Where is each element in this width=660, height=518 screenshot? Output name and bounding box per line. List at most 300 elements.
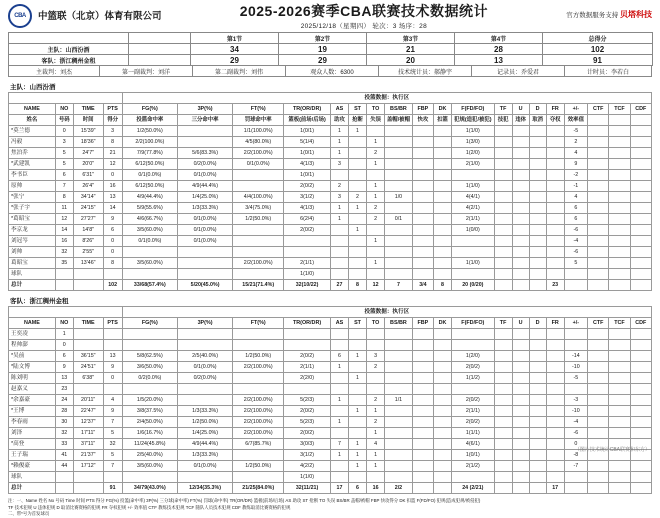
col-subheader: 盖帽/被帽 [385, 115, 413, 126]
stat-cell: 9 [103, 362, 122, 373]
stat-cell [630, 417, 651, 428]
stat-cell [630, 461, 651, 472]
stat-cell [512, 214, 529, 225]
stat-cell: 32(11/21) [284, 483, 331, 494]
col-subheader: 时间 [73, 115, 103, 126]
stat-cell: 6 [564, 214, 587, 225]
stat-cell [609, 269, 630, 280]
stat-cell [588, 483, 609, 494]
stat-cell [609, 428, 630, 439]
stat-cell: 15/21(71.4%) [233, 280, 284, 291]
stat-cell [512, 417, 529, 428]
stat-cell: 5(1/4) [284, 137, 331, 148]
stat-cell [349, 258, 367, 269]
table-row [9, 192, 652, 203]
stat-cell: 44 [55, 461, 73, 472]
stat-cell: 26'4" [73, 181, 103, 192]
stat-cell [412, 351, 433, 362]
stat-cell: 5/8(62.5%) [122, 351, 177, 362]
stat-cell [330, 258, 348, 269]
table-row [9, 406, 652, 417]
col-header-pts: PTS [103, 104, 122, 115]
stat-cell [588, 373, 609, 384]
stat-cell [434, 170, 452, 181]
table-row [9, 362, 652, 373]
stat-cell: -3 [564, 395, 587, 406]
table-row [9, 439, 652, 450]
home-team-name: 主队：山西汾酒 [9, 44, 129, 55]
col-header-: +/- [564, 318, 587, 329]
stat-cell [412, 384, 433, 395]
stat-cell [546, 428, 564, 439]
stat-cell: 0 [103, 236, 122, 247]
stat-cell [385, 450, 413, 461]
col-subheader [588, 115, 609, 126]
stat-cell: 1/4(25.0%) [177, 428, 232, 439]
stat-cell [434, 461, 452, 472]
stat-cell: -6 [564, 428, 587, 439]
stat-cell [529, 126, 546, 137]
stat-cell [367, 225, 385, 236]
stat-cell [494, 450, 512, 461]
stat-cell [122, 329, 177, 340]
stat-cell: 41 [55, 450, 73, 461]
stat-cell [385, 461, 413, 472]
player-name: 赵嘉义 [9, 384, 56, 395]
stat-cell [494, 472, 512, 483]
stat-cell [412, 461, 433, 472]
stat-cell [330, 384, 348, 395]
stat-cell [385, 236, 413, 247]
stat-cell: 7 [385, 280, 413, 291]
col-header-name: NAME [9, 104, 56, 115]
stat-cell: -6 [564, 225, 587, 236]
stat-cell [55, 269, 73, 280]
stat-cell [122, 384, 177, 395]
stat-cell: 1/1 [385, 395, 413, 406]
stat-cell [630, 395, 651, 406]
info-row-away [9, 55, 653, 66]
stat-cell [494, 373, 512, 384]
stat-cell [177, 247, 232, 258]
stat-cell [434, 236, 452, 247]
stat-cell [588, 472, 609, 483]
table-row [9, 329, 652, 340]
stat-cell: 1/4(25.0%) [177, 192, 232, 203]
stat-cell: 0/1(0.0%) [122, 170, 177, 181]
stat-cell: 7 [330, 439, 348, 450]
table-row [9, 428, 652, 439]
stat-cell [546, 203, 564, 214]
stat-cell [588, 384, 609, 395]
home-total: 102 [543, 44, 653, 55]
stat-cell [494, 461, 512, 472]
stat-cell: 6/12(50.0%) [122, 159, 177, 170]
stat-cell: 0/2(0.0%) [177, 159, 232, 170]
stat-cell [494, 192, 512, 203]
stat-cell: 0 [55, 340, 73, 351]
stat-cell [412, 181, 433, 192]
column-header-row [9, 318, 652, 329]
stat-cell: 4(2/2) [284, 461, 331, 472]
stat-cell: 1(1/2) [452, 373, 495, 384]
stat-cell: -7 [564, 461, 587, 472]
stat-cell: 20'0" [73, 159, 103, 170]
stat-cell [494, 126, 512, 137]
stat-cell [349, 384, 367, 395]
stat-cell [367, 247, 385, 258]
stat-cell [512, 428, 529, 439]
stat-cell: 24'7" [73, 148, 103, 159]
stat-cell [349, 472, 367, 483]
stat-cell: 8 [434, 280, 452, 291]
stat-cell: 1 [349, 439, 367, 450]
stat-cell: 9 [103, 214, 122, 225]
stat-cell [609, 362, 630, 373]
stat-cell [452, 340, 495, 351]
stat-cell [434, 428, 452, 439]
stat-cell [529, 258, 546, 269]
stat-cell [55, 280, 73, 291]
game-info-table [8, 32, 653, 66]
stat-cell: 3/5(60.0%) [122, 258, 177, 269]
stat-cell [330, 340, 348, 351]
stat-cell [412, 192, 433, 203]
stat-cell [434, 362, 452, 373]
stat-cell: -10 [564, 406, 587, 417]
page-subtitle: 2025/12/18（星期四） 轮次：3 场序：28 [300, 23, 427, 30]
away-team-stats-table [8, 306, 652, 494]
stat-cell: 8 [349, 280, 367, 291]
stat-cell [546, 137, 564, 148]
stat-cell [330, 269, 348, 280]
stat-cell [609, 373, 630, 384]
player-name: *张宁 [9, 192, 56, 203]
stat-cell [630, 280, 651, 291]
stat-cell: 2 [367, 362, 385, 373]
stat-cell [630, 170, 651, 181]
stat-cell [494, 170, 512, 181]
stat-cell [412, 214, 433, 225]
stat-cell [494, 137, 512, 148]
stat-cell [385, 258, 413, 269]
stat-cell: 5 [103, 450, 122, 461]
stat-cell [512, 450, 529, 461]
table-row [9, 214, 652, 225]
stat-cell [233, 450, 284, 461]
stat-cell [609, 148, 630, 159]
player-name: 球队 [9, 269, 56, 280]
stat-cell [233, 236, 284, 247]
stat-cell: 2(0/2) [284, 406, 331, 417]
stat-cell [512, 373, 529, 384]
footnote-line: TF 技术犯规 U 违体犯规 D 取消比赛资格的犯规 FR 夺权犯规 +/- 效率值 CTF 教练技术犯规 TCF 随队人员技术犯规 CDF 教练取消比赛资格的犯规 [8, 504, 291, 510]
stat-cell [177, 126, 232, 137]
stat-cell: 1 [330, 126, 348, 137]
stat-cell [588, 362, 609, 373]
group-header-left [9, 307, 123, 318]
stat-cell: 16 [367, 483, 385, 494]
stat-cell: 33 [55, 439, 73, 450]
table-total-row [9, 280, 652, 291]
stat-cell [630, 181, 651, 192]
stat-cell: 2/4(50.0%) [122, 417, 177, 428]
stat-cell [349, 181, 367, 192]
stat-cell [630, 214, 651, 225]
stat-cell [385, 417, 413, 428]
statistician: 技术统计员：郝静宇 [378, 66, 471, 77]
col-header-tf: TF [494, 318, 512, 329]
stat-cell [494, 148, 512, 159]
info-cell [9, 33, 129, 44]
stat-cell [367, 126, 385, 137]
table-row [9, 472, 652, 483]
stat-cell: 2/5(40.0%) [122, 450, 177, 461]
stat-cell [385, 225, 413, 236]
col-header-fbp: FBP [412, 318, 433, 329]
stat-cell: 13 [103, 192, 122, 203]
stat-cell [330, 170, 348, 181]
column-subheader-row [9, 115, 652, 126]
stat-cell: 14 [55, 225, 73, 236]
away-team-name: 客队：浙江稠州金租 [9, 55, 129, 66]
player-name: *赖俊豪 [9, 461, 56, 472]
stat-cell [546, 384, 564, 395]
stat-cell: 2/2(100.0%) [233, 395, 284, 406]
stat-cell: 1 [367, 192, 385, 203]
info-cell [129, 44, 191, 55]
stat-cell: 2 [367, 395, 385, 406]
stat-cell: 14 [103, 203, 122, 214]
stat-cell: 2(1/2) [452, 461, 495, 472]
player-name: *吴前 [9, 351, 56, 362]
stat-cell: 0/1(0.0%) [177, 236, 232, 247]
stat-cell: 20'11" [73, 395, 103, 406]
stat-cell [385, 340, 413, 351]
col-header-bs-br: BS/BR [385, 318, 413, 329]
player-name: *余嘉豪 [9, 395, 56, 406]
stat-cell: 1/5(20.0%) [122, 395, 177, 406]
col-subheader: 快攻 [412, 115, 433, 126]
stat-cell [529, 280, 546, 291]
stat-cell [412, 428, 433, 439]
stat-cell: 12 [103, 159, 122, 170]
table-row [9, 148, 652, 159]
stat-cell [494, 384, 512, 395]
stat-cell: 4(2/1) [452, 203, 495, 214]
table-row [9, 351, 652, 362]
stat-cell [284, 329, 331, 340]
stat-cell: 3 [367, 351, 385, 362]
stat-cell [588, 406, 609, 417]
stat-cell [494, 269, 512, 280]
col-header-cdf: CDF [630, 318, 651, 329]
home-period-1: 34 [191, 44, 279, 55]
stat-cell [529, 351, 546, 362]
stat-cell [630, 384, 651, 395]
stat-cell [630, 428, 651, 439]
stat-cell [588, 148, 609, 159]
col-header-fbp: FBP [412, 104, 433, 115]
stat-cell: 14'8" [73, 225, 103, 236]
stat-cell [330, 472, 348, 483]
stat-cell: 6(2/4) [284, 214, 331, 225]
stat-cell [546, 258, 564, 269]
player-name: *莫兰德 [9, 126, 56, 137]
stat-cell [385, 203, 413, 214]
stat-cell [284, 384, 331, 395]
stat-cell: 6/7(85.7%) [233, 439, 284, 450]
stat-cell [546, 269, 564, 280]
stat-cell: -8 [564, 450, 587, 461]
table-row [9, 461, 652, 472]
stat-cell: 1/2(50.0%) [233, 351, 284, 362]
col-header-f-fd-fo: F(FD/FO) [452, 104, 495, 115]
stat-cell [609, 483, 630, 494]
stat-cell [385, 384, 413, 395]
stat-cell [233, 247, 284, 258]
watermark: （图片技术统计CBA联赛和东方） [574, 447, 650, 453]
stat-cell [434, 373, 452, 384]
col-header-to: TO [367, 104, 385, 115]
col-header-u: U [512, 104, 529, 115]
player-name: *武建凯 [9, 159, 56, 170]
stat-cell [233, 269, 284, 280]
stat-cell [609, 181, 630, 192]
stat-cell: 2/2(100.0%) [233, 428, 284, 439]
stat-cell: 2(2/0) [284, 373, 331, 384]
stat-cell: 8 [55, 192, 73, 203]
stat-cell: 1(1/1) [452, 428, 495, 439]
col-header-u: U [512, 318, 529, 329]
stat-cell [385, 170, 413, 181]
stat-cell [630, 373, 651, 384]
away-period-3: 20 [367, 55, 455, 66]
stat-cell [349, 428, 367, 439]
stat-cell [529, 214, 546, 225]
stat-cell [452, 247, 495, 258]
stat-cell: 2(0/2) [284, 225, 331, 236]
stat-cell: 17'11" [73, 428, 103, 439]
stat-cell [349, 137, 367, 148]
player-name: 李书臣 [9, 170, 56, 181]
stat-cell: 28 [55, 406, 73, 417]
stat-cell [434, 351, 452, 362]
col-header-pts: PTS [103, 318, 122, 329]
player-name: 李春雨 [9, 417, 56, 428]
stat-cell [512, 203, 529, 214]
stat-cell [73, 340, 103, 351]
stat-cell [609, 461, 630, 472]
stat-cell [494, 362, 512, 373]
stat-cell [529, 461, 546, 472]
stat-cell: 24'51" [73, 362, 103, 373]
table-row [9, 384, 652, 395]
stat-cell: 1(1/0) [452, 126, 495, 137]
table-row [9, 258, 652, 269]
col-subheader: 取消 [529, 115, 546, 126]
player-name: *张子宇 [9, 203, 56, 214]
stat-cell [494, 417, 512, 428]
info-row-home [9, 44, 653, 55]
stat-cell [122, 340, 177, 351]
col-subheader [630, 115, 651, 126]
stat-cell: 36'15" [73, 351, 103, 362]
stat-cell [233, 384, 284, 395]
table-row [9, 159, 652, 170]
stat-cell [177, 329, 232, 340]
stat-cell: 32 [55, 428, 73, 439]
stat-cell: 34'14" [73, 192, 103, 203]
stat-cell [512, 159, 529, 170]
stat-cell [609, 384, 630, 395]
stat-cell: 1(1/0) [452, 258, 495, 269]
stat-cell [609, 203, 630, 214]
stat-cell [588, 159, 609, 170]
stat-cell [630, 247, 651, 258]
col-subheader: 姓名 [9, 115, 56, 126]
stat-cell: 5 [564, 258, 587, 269]
stat-cell: 4/9(44.4%) [122, 192, 177, 203]
stat-cell [434, 329, 452, 340]
stat-cell [412, 148, 433, 159]
stat-cell [385, 159, 413, 170]
stat-cell [630, 340, 651, 351]
stat-cell [412, 225, 433, 236]
stat-cell [494, 406, 512, 417]
table-row [9, 236, 652, 247]
stat-cell [546, 439, 564, 450]
stat-cell: 6 [55, 170, 73, 181]
stat-cell: 4 [564, 148, 587, 159]
player-name: 王子瑞 [9, 450, 56, 461]
stat-cell [529, 192, 546, 203]
stat-cell: 12 [367, 280, 385, 291]
stat-cell [349, 159, 367, 170]
stat-cell [122, 247, 177, 258]
stat-cell [494, 340, 512, 351]
stat-cell: -6 [564, 247, 587, 258]
stat-cell: 18'36" [73, 137, 103, 148]
stat-cell [512, 170, 529, 181]
stat-cell: 1 [349, 225, 367, 236]
stat-cell [546, 472, 564, 483]
player-name: *陆文博 [9, 362, 56, 373]
player-name: 李京龙 [9, 225, 56, 236]
stat-cell [529, 384, 546, 395]
stat-cell [434, 406, 452, 417]
stat-cell [529, 406, 546, 417]
stat-cell: 2 [349, 192, 367, 203]
stat-cell [609, 406, 630, 417]
stat-cell [494, 428, 512, 439]
stat-cell: 3(1/2) [284, 450, 331, 461]
stat-cell: 1 [55, 329, 73, 340]
table-row [9, 450, 652, 461]
player-name: 冯毅 [9, 137, 56, 148]
stat-cell [546, 170, 564, 181]
col-subheader: 三分命中率 [177, 115, 232, 126]
stat-cell [512, 472, 529, 483]
stat-cell: 12/34(35.3%) [177, 483, 232, 494]
col-header-ft: FT(%) [233, 104, 284, 115]
col-header-fr: FR [546, 104, 564, 115]
stat-cell [529, 395, 546, 406]
stat-cell [349, 269, 367, 280]
stat-cell: 4 [367, 439, 385, 450]
col-header-: +/- [564, 104, 587, 115]
stat-cell: 1(0/1) [452, 450, 495, 461]
